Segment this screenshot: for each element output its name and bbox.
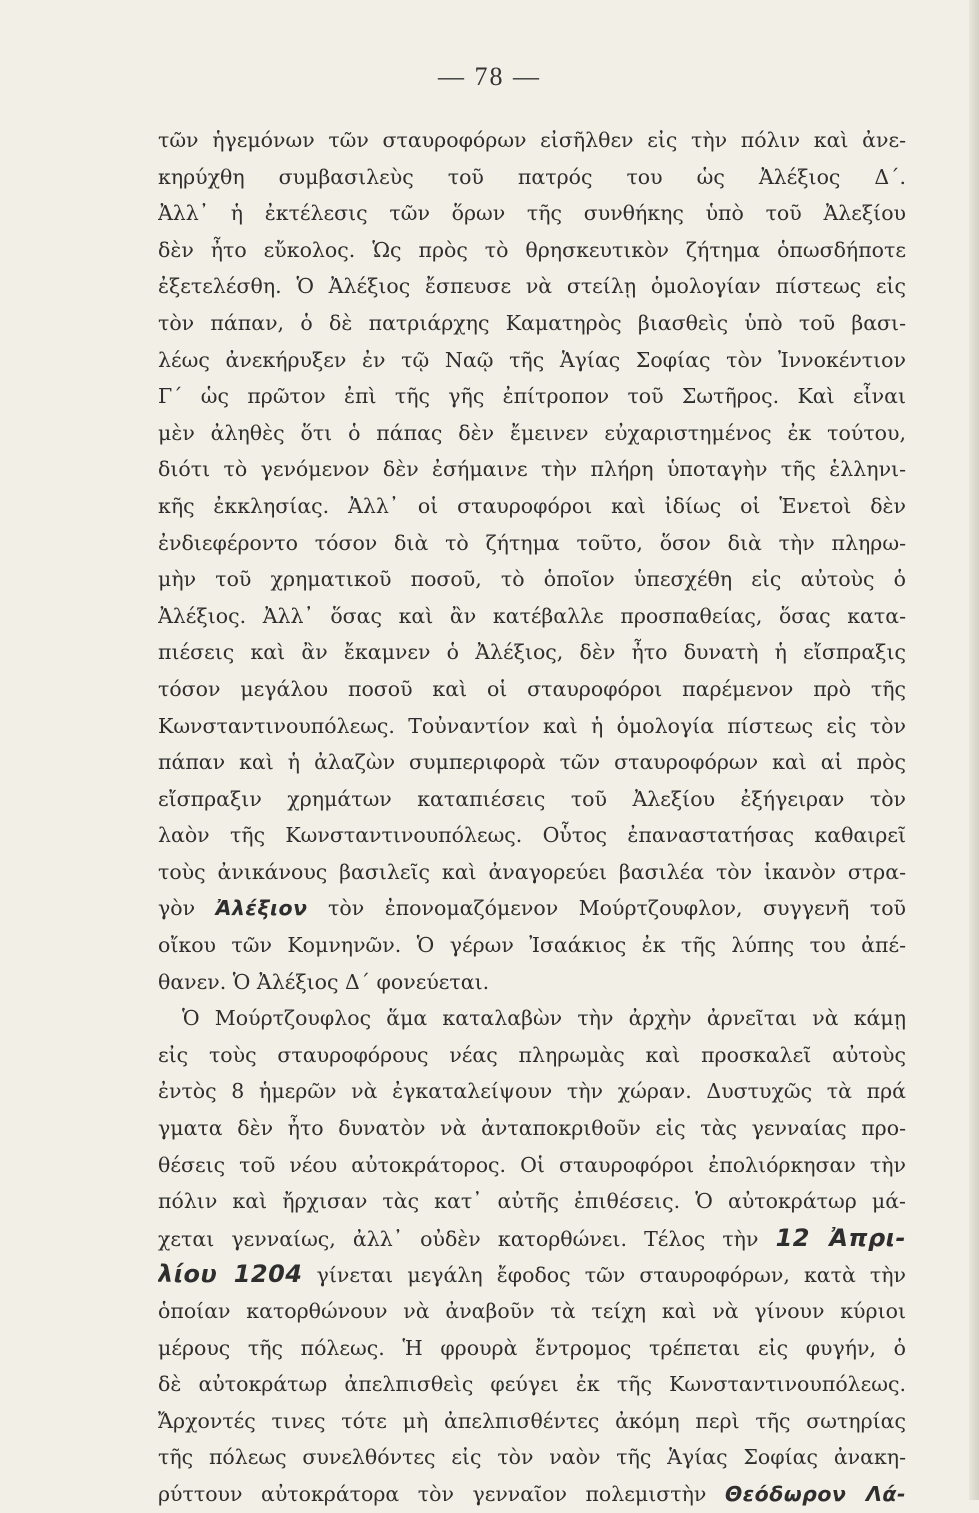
text-line: Γ΄ ὡς πρῶτον ἐπὶ τῆς γῆς ἐπίτροπον τοῦ Σωτῆρος. Καὶ εἶναι	[158, 384, 906, 409]
text-line: Ὁ Μούρτζουφλος ἅμα καταλαβὼν τὴν ἀρχὴν ἀρνεῖται νὰ κάμῃ	[182, 1006, 906, 1031]
text-line	[158, 1256, 906, 1293]
text-line: λέως ἀνεκήρυξεν ἐν τῷ Ναῷ τῆς Ἁγίας Σοφίας τὸν Ἰννοκέντιον	[158, 347, 906, 372]
text-line	[158, 1220, 906, 1257]
text-line: μέρους τῆς πόλεως. Ἡ φρουρὰ ἔντρομος τρέπεται εἰς φυγήν, ὁ	[158, 1335, 906, 1360]
text-line: δὲ αὐτοκράτωρ ἀπελπισθεὶς φεύγει ἐκ τῆς Κωνσταντινουπόλεως.	[158, 1372, 906, 1397]
text-line: μὲν ἀληθὲς ὅτι ὁ πάπας δὲν ἔμεινεν εὐχαριστημένος ἐκ τούτου,	[158, 420, 906, 445]
text-line: Ἀλέξιος. Ἀλλ᾽ ὅσας καὶ ἂν κατέβαλλε προσπαθείας, ὅσας κατα-	[158, 603, 906, 628]
text-line: μὴν τοῦ χρηματικοῦ ποσοῦ, τὸ ὁποῖον ὑπεσχέθη εἰς αὐτοὺς ὁ	[158, 567, 906, 592]
text-line: κῆς ἐκκλησίας. Ἀλλ᾽ οἱ σταυροφόροι καὶ ἰδίως οἱ Ἑνετοὶ δὲν	[158, 493, 906, 518]
page-edge-shadow	[969, 0, 979, 1500]
emphasized-name: Θεόδωρον Λά-	[724, 1481, 906, 1506]
text-line: Κωνσταντινουπόλεως. Τοὐναντίον καὶ ἡ ὁμολογία πίστεως εἰς τὸν	[158, 713, 906, 738]
text-line: τῆς πόλεως συνελθόντες εἰς τὸν ναὸν τῆς Ἁγίας Σοφίας ἀνακη-	[158, 1445, 906, 1470]
text-line: τὸν πάπαν, ὁ δὲ πατριάρχης Καματηρὸς βιασθεὶς ὑπὸ τοῦ βασι-	[158, 310, 906, 335]
text-line: πάπαν καὶ ἡ ἀλαζὼν συμπεριφορὰ τῶν σταυροφόρων καὶ αἱ πρὸς	[158, 750, 906, 775]
text-line: Ἄρχοντές τινες τότε μὴ ἀπελπισθέντες ἀκόμη περὶ τῆς σωτηρίας	[158, 1408, 906, 1433]
text-line: εἰς τοὺς σταυροφόρους νέας πληρωμὰς καὶ προσκαλεῖ αὐτοὺς	[158, 1042, 906, 1067]
text-line: γματα δὲν ἦτο δυνατὸν νὰ ἀνταποκριθοῦν εἰς τὰς γενναίας προ-	[158, 1116, 906, 1141]
text-line: θέσεις τοῦ νέου αὐτοκράτορος. Οἱ σταυροφόροι ἐπολιόρκησαν τὴν	[158, 1152, 906, 1177]
text-line: ὁποίαν κατορθώνουν νὰ ἀναβοῦν τὰ τείχη καὶ νὰ γίνουν κύριοι	[158, 1299, 906, 1323]
text-line	[158, 890, 906, 927]
line-segment: ρύττουν αὐτοκράτορα τὸν γενναῖον πολεμιστὴν	[158, 1481, 725, 1506]
text-line: διότι τὸ γενόμενον δὲν ἐσήμαινε τὴν πλήρη ὑποταγὴν τῆς ἑλληνι-	[158, 457, 906, 482]
text-line: θανεν. Ὁ Ἀλέξιος Δ΄ φονεύεται.	[158, 969, 490, 994]
text-line: Ἀλλ᾽ ἡ ἐκτέλεσις τῶν ὅρων τῆς συνθήκης ὑπὸ τοῦ Ἀλεξίου	[158, 201, 906, 226]
line-segment: γὸν	[158, 896, 216, 921]
emphasized-name: Ἀλέξιον	[215, 896, 308, 921]
text-line: πιέσεις καὶ ἂν ἔκαμνεν ὁ Ἀλέξιος, δὲν ἦτο δυνατὴ ἡ εἴσπραξις	[158, 640, 906, 665]
emphasized-name: 12 Ἀπρι-	[775, 1223, 906, 1252]
line-segment: τὸν ἐπονομαζόμενον Μούρτζουφλον, συγγενῆ τοῦ	[307, 896, 906, 921]
text-body	[158, 122, 906, 1513]
page-number: — 78 —	[438, 62, 541, 91]
line-segment: γίνεται μεγάλη ἔφοδος τῶν σταυροφόρων, κατὰ τὴν	[302, 1263, 906, 1288]
text-line: κηρύχθη συμβασιλεὺς τοῦ πατρός του ὡς Ἀλέξιος Δ΄.	[158, 164, 906, 189]
emphasized-name: λίου 1204	[158, 1260, 303, 1289]
line-segment: χεται γενναίως, ἀλλ᾽ οὐδὲν κατορθώνει. Τέλος τὴν	[158, 1226, 776, 1251]
text-line: ἐντὸς 8 ἡμερῶν νὰ ἐγκαταλείψουν τὴν χώραν. Δυστυχῶς τὰ πρά	[158, 1079, 906, 1104]
text-line: τοὺς ἀνικάνους βασιλεῖς καὶ ἀναγορεύει βασιλέα τὸν ἱκανὸν στρα-	[158, 859, 906, 884]
text-line: τόσον μεγάλου ποσοῦ καὶ οἱ σταυροφόροι παρέμενον πρὸ τῆς	[158, 676, 906, 701]
text-line: εἴσπραξιν χρημάτων καταπιέσεις τοῦ Ἀλεξίου ἐξήγειραν τὸν	[158, 786, 906, 811]
text-line: οἴκου τῶν Κομνηνῶν. Ὁ γέρων Ἰσαάκιος ἐκ τῆς λύπης του ἀπέ-	[158, 933, 906, 958]
text-line: ἐξετελέσθη. Ὁ Ἀλέξιος ἔσπευσε νὰ στείλῃ ὁμολογίαν πίστεως εἰς	[158, 274, 906, 299]
text-line: πόλιν καὶ ἤρχισαν τὰς κατ᾽ αὐτῆς ἐπιθέσεις. Ὁ αὐτοκράτωρ μά-	[158, 1189, 906, 1214]
text-line: τῶν ἡγεμόνων τῶν σταυροφόρων εἰσῆλθεν εἰς τὴν πόλιν καὶ ἀνε-	[158, 128, 906, 152]
text-line	[158, 1476, 906, 1513]
text-line: ἐνδιεφέροντο τόσον διὰ τὸ ζήτημα τοῦτο, ὅσον διὰ τὴν πληρω-	[158, 530, 906, 555]
text-line: δὲν ἦτο εὔκολος. Ὡς πρὸς τὸ θρησκευτικὸν ζήτημα ὁπωσδήποτε	[158, 237, 906, 262]
text-line: λαὸν τῆς Κωνσταντινουπόλεως. Οὗτος ἐπαναστατήσας καθαιρεῖ	[158, 823, 906, 848]
